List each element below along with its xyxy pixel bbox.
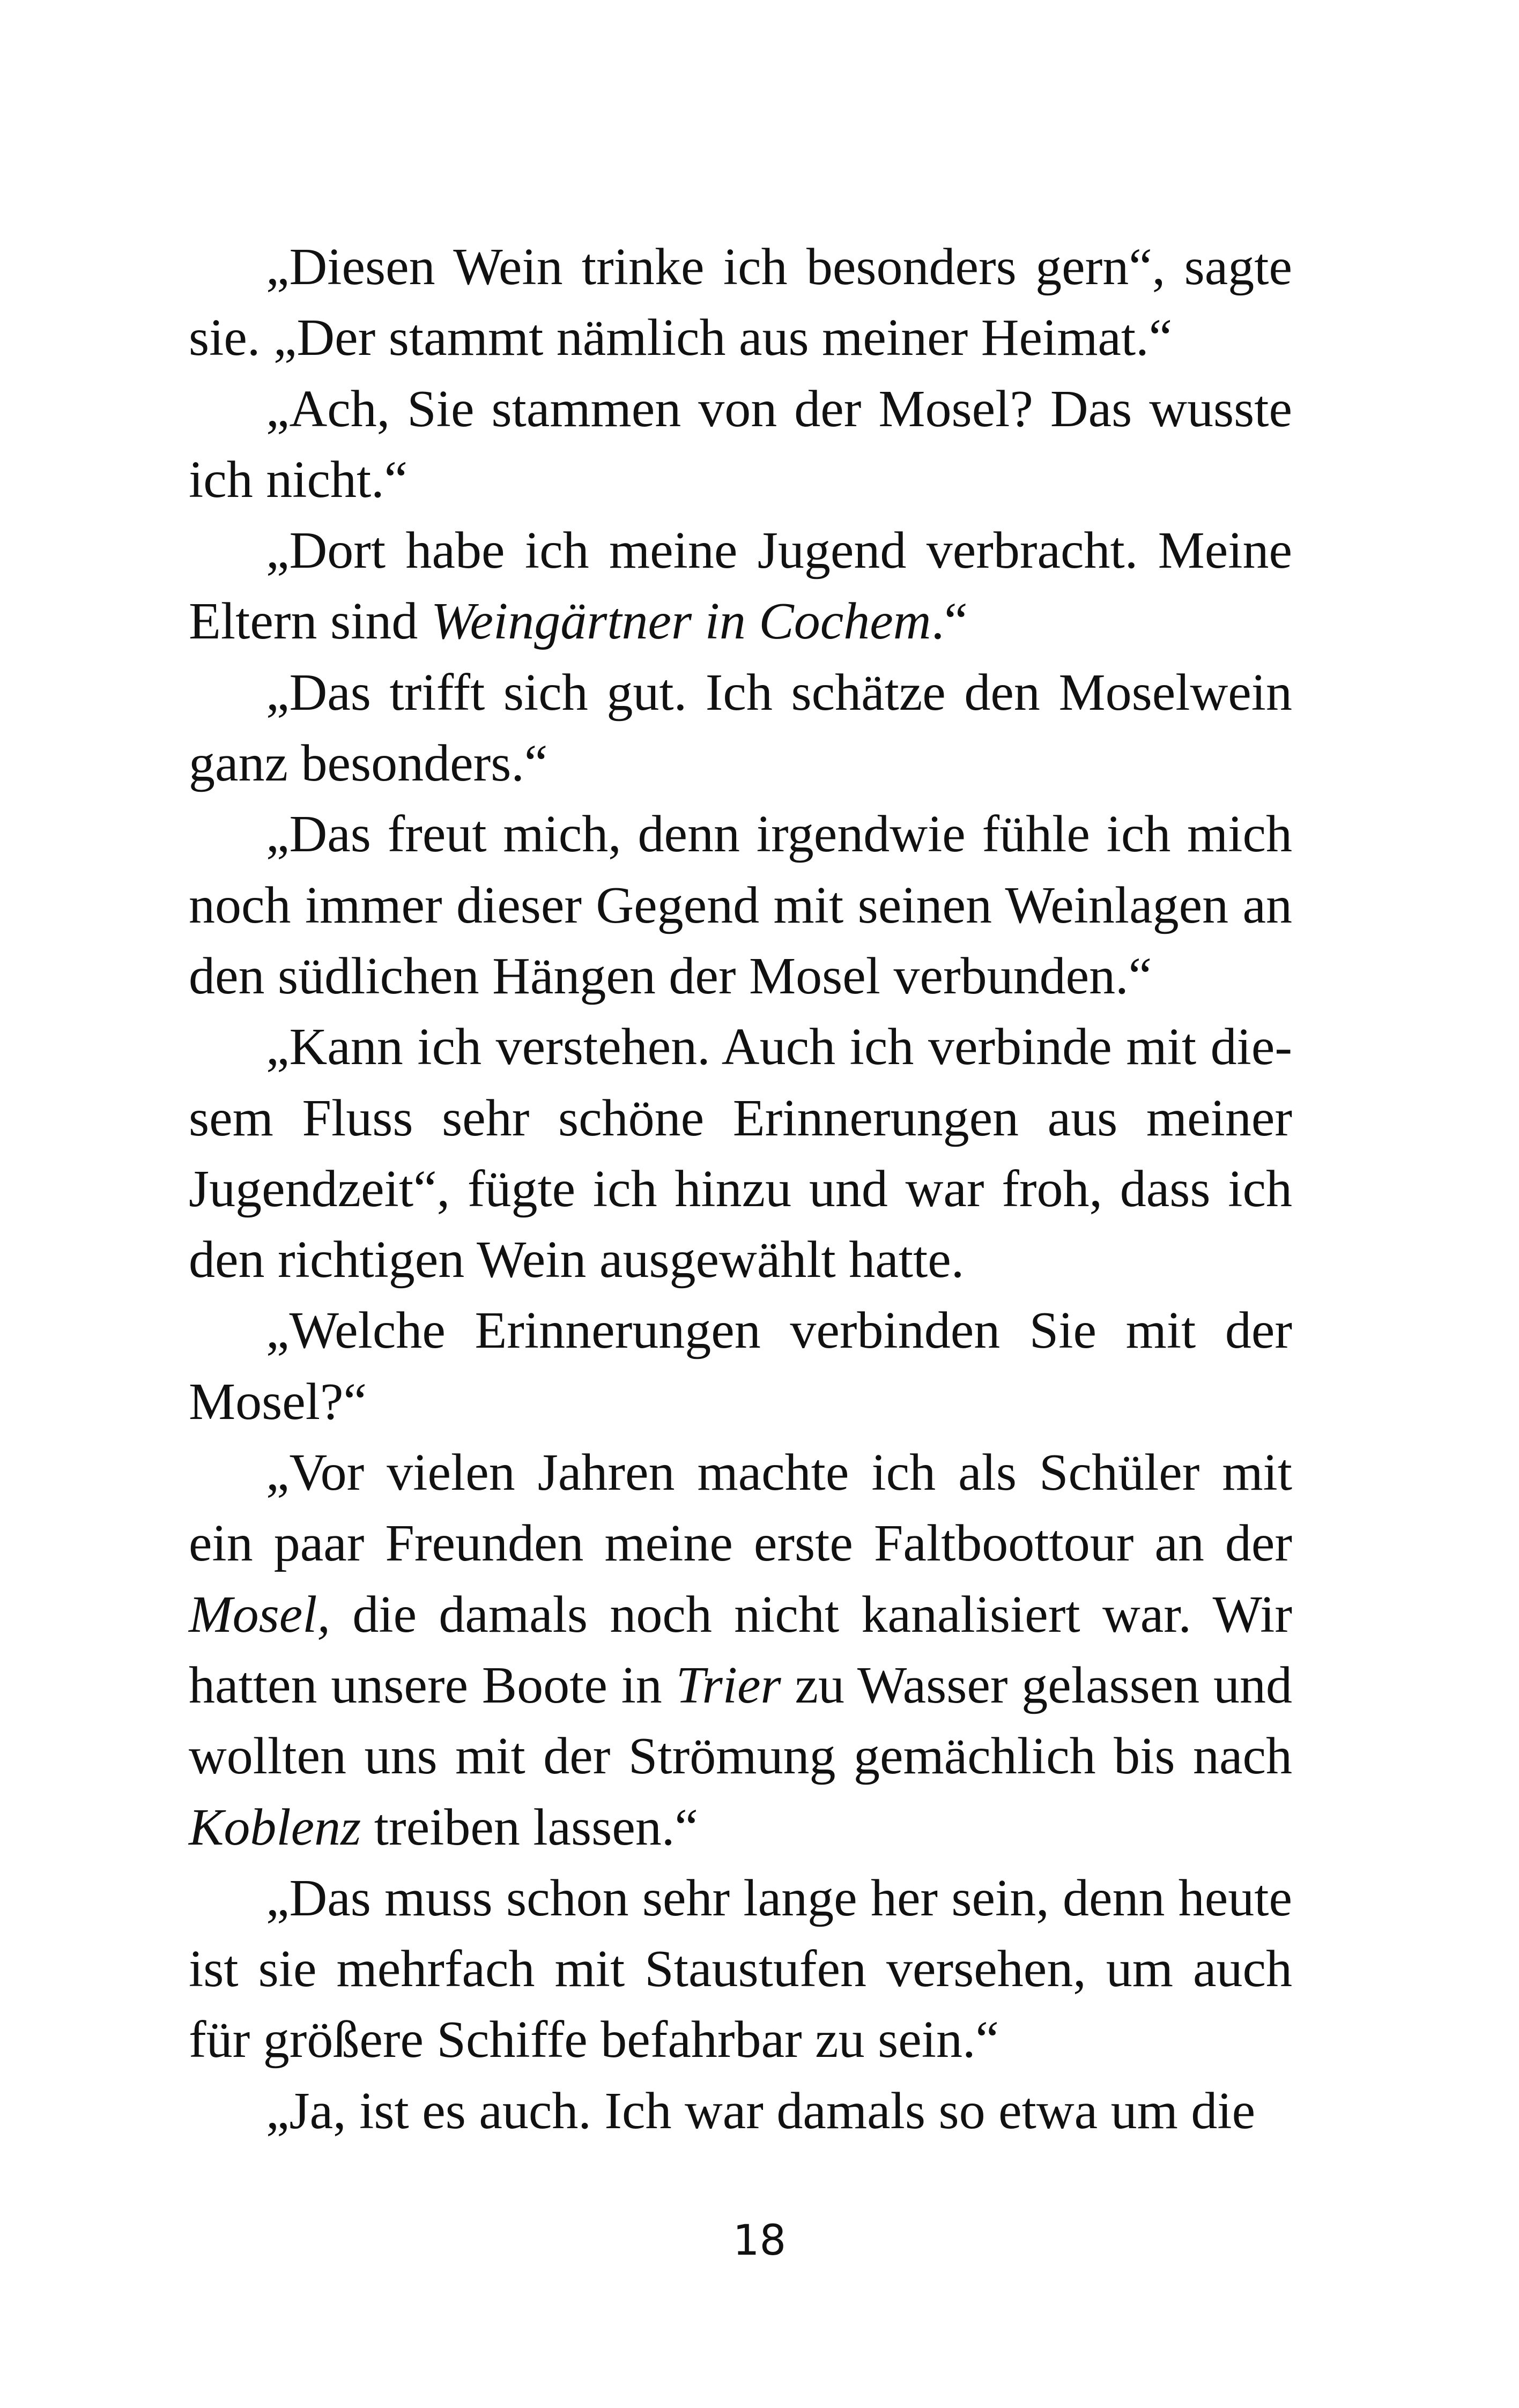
paragraph-2	[189, 374, 1292, 516]
paragraph-10	[189, 2076, 1292, 2146]
text-run: „Diesen Wein trinke ich besonders gern“, sagte sie. „Der stammt nämlich aus meiner Heimat.“	[189, 238, 1292, 367]
paragraph-7	[189, 1295, 1292, 1437]
paragraph-6	[189, 1012, 1292, 1295]
paragraph-4	[189, 657, 1292, 799]
text-run: „Dort habe ich meine Jugend verbracht. Meine Eltern sind	[189, 522, 1292, 651]
paragraph-1	[189, 232, 1292, 374]
page-number: 18	[732, 2217, 787, 2265]
text-run: treiben lassen.“	[361, 1798, 698, 1856]
text-run: „Ja, ist es auch. Ich war damals so etwa um die	[266, 2082, 1256, 2140]
paragraph-9	[189, 1863, 1292, 2076]
text-run: „Kann ich verstehen. Auch ich verbinde mit diesem Fluss sehr schöne Erinnerungen aus meiner Jugendzeit“, fügte ich hinzu und war froh, dass ich den richtigen Wein ausgewählt hatte.	[189, 1018, 1292, 1289]
text-run: „Ach, Sie stammen von der Mosel? Das wusste ich nicht.“	[189, 380, 1292, 509]
text-run: zu Wasser gelassen und wollten uns mit der Strömung gemächlich bis nach	[189, 1656, 1292, 1786]
text-run: „Welche Erinnerungen verbinden Sie mit der Mosel?“	[189, 1302, 1292, 1431]
paragraph-5	[189, 799, 1292, 1012]
text-run: „Das muss schon sehr lange her sein, denn heute ist sie mehrfach mit Staustufen versehen, um auch für größere Schiffe befahrbar zu sein.“	[189, 1869, 1292, 2069]
paragraph-3	[189, 515, 1292, 657]
italic-text: Mosel,	[189, 1585, 330, 1644]
paragraph-8	[189, 1437, 1292, 1863]
text-run: .“	[931, 592, 968, 651]
text-run: „Das trifft sich gut. Ich schätze den Moselwein ganz besonders.“	[189, 663, 1292, 793]
italic-text: Koblenz	[189, 1798, 361, 1856]
body-text	[189, 232, 1292, 2146]
italic-text: Trier	[676, 1656, 781, 1714]
italic-text: Weingärtner in Cochem	[431, 592, 931, 651]
text-run: „Vor vielen Jahren machte ich als Schüler mit ein paar Freunden meine erste Faltboottour an der	[189, 1444, 1292, 1573]
text-run: die damals noch nicht kanalisiert war. Wir hatten unsere Boote in	[189, 1585, 1292, 1714]
text-run: „Das freut mich, denn irgendwie fühle ich mich noch immer dieser Gegend mit seinen Weinlagen an den südlichen Hängen der Mosel verbunden.“	[189, 805, 1292, 1005]
